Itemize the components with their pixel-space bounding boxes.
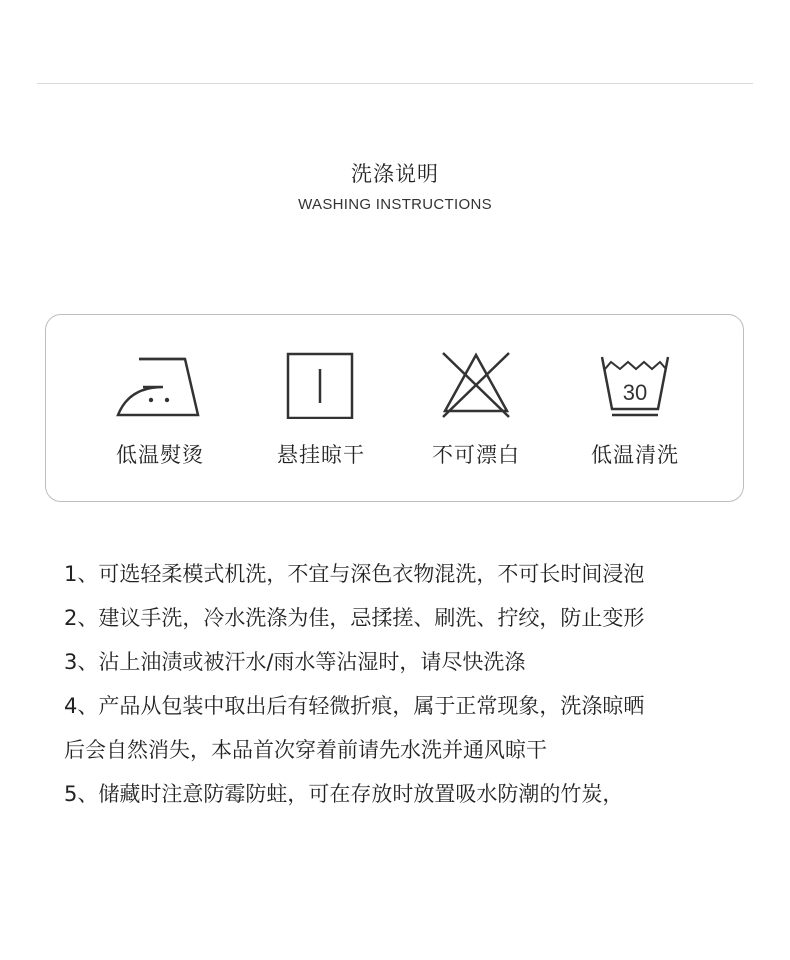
- care-symbols-card: [45, 314, 744, 502]
- instruction-line: 3、沾上油渍或被汗水/雨水等沾湿时，请尽快洗涤: [64, 650, 526, 674]
- instruction-line: 4、产品从包装中取出后有轻微折痕，属于正常现象，洗涤晾晒: [64, 694, 645, 718]
- symbol-no-bleach: [396, 349, 556, 469]
- top-divider: [37, 83, 753, 84]
- instruction-line: 1、可选轻柔模式机洗，不宜与深色衣物混洗，不可长时间浸泡: [64, 562, 645, 586]
- hang-dry-shade-icon: [276, 349, 366, 419]
- title-en: WASHING INSTRUCTIONS: [298, 196, 492, 213]
- do-not-bleach-icon: [431, 349, 521, 419]
- wash-30-icon: [590, 349, 680, 419]
- symbol-wash-30: [555, 349, 715, 469]
- symbol-label: 低温熨烫: [116, 443, 204, 467]
- instruction-line: 2、建议手洗，冷水洗涤为佳，忌揉搓、刷洗、拧绞，防止变形: [64, 606, 645, 630]
- symbol-hang-dry: [241, 349, 401, 469]
- instructions-list: [64, 552, 764, 816]
- symbol-label: 悬挂晾干: [277, 443, 365, 467]
- section-heading: [0, 158, 790, 213]
- symbol-iron: [80, 349, 240, 469]
- symbol-label: 低温清洗: [591, 443, 679, 467]
- title-cn: 洗涤说明: [351, 162, 439, 186]
- wash-temp-text: 30: [622, 380, 648, 405]
- instruction-line: 5、储藏时注意防霉防蛀，可在存放时放置吸水防潮的竹炭，: [64, 782, 624, 806]
- instruction-line: 后会自然消失，本品首次穿着前请先水洗并通风晾干: [64, 738, 547, 762]
- iron-low-temp-icon: [115, 349, 205, 419]
- symbol-label: 不可漂白: [432, 443, 520, 467]
